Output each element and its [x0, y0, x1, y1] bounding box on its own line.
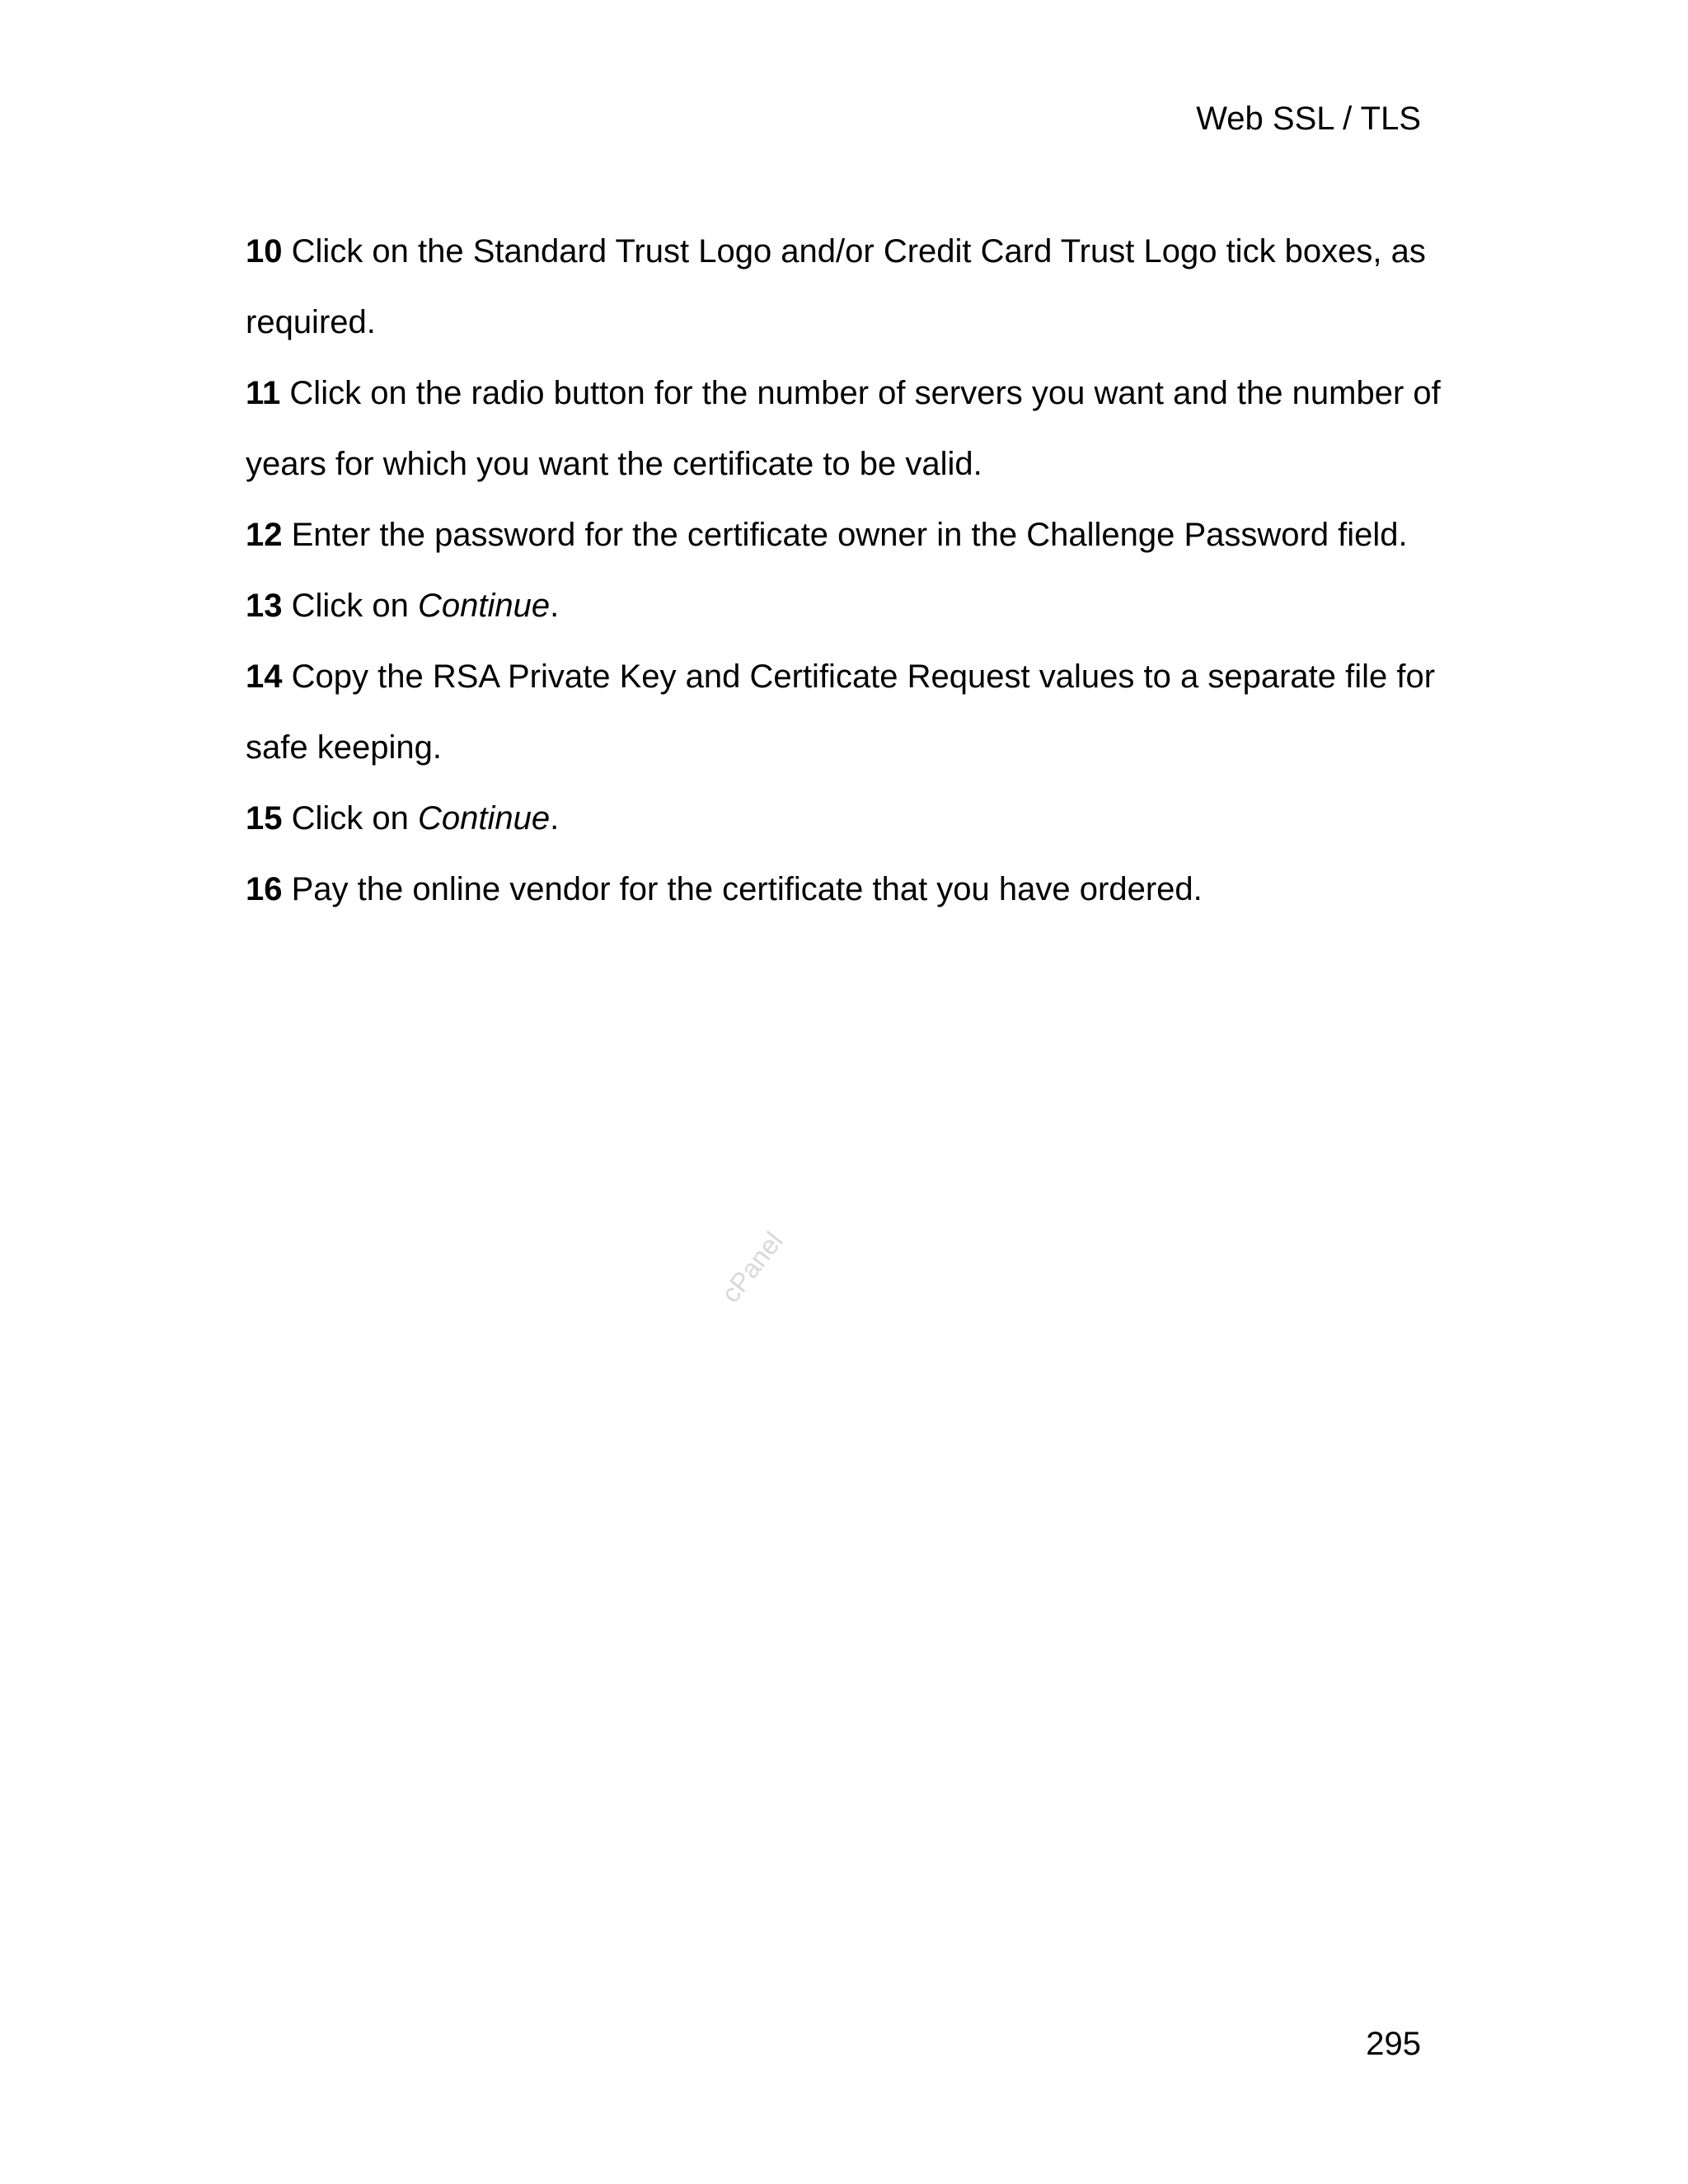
step-text: Copy the RSA Private Key and Certificate Request values to a separate file for safe keeping.	[246, 658, 1436, 766]
watermark: cPanel	[715, 1226, 789, 1309]
step-number: 16	[246, 871, 283, 907]
step-number: 14	[246, 658, 283, 695]
step-text-emphasis: Continue	[418, 800, 551, 837]
step-16	[246, 854, 1449, 925]
step-text: Pay the online vendor for the certificate that you have ordered.	[291, 871, 1203, 907]
step-text: Enter the password for the certificate owner in the Challenge Password field.	[291, 517, 1408, 553]
step-15	[246, 783, 1449, 854]
step-11	[246, 358, 1449, 499]
step-12	[246, 499, 1449, 570]
step-text-suffix: .	[550, 588, 560, 624]
step-text-suffix: .	[550, 800, 560, 837]
step-text: Click on the Standard Trust Logo and/or Credit Card Trust Logo tick boxes, as required.	[246, 233, 1426, 340]
step-13	[246, 570, 1449, 641]
step-text: Click on the radio button for the number of servers you want and the number of years for which you want the certificate to be valid.	[246, 375, 1441, 482]
page-number: 295	[1366, 2026, 1421, 2062]
step-number: 10	[246, 233, 283, 269]
step-10	[246, 216, 1449, 358]
instruction-steps	[246, 216, 1449, 925]
step-text-emphasis: Continue	[418, 588, 551, 624]
step-text-prefix: Click on	[291, 800, 419, 837]
step-number: 15	[246, 800, 283, 837]
step-number: 11	[246, 375, 281, 411]
step-14	[246, 641, 1449, 783]
step-text-prefix: Click on	[291, 588, 419, 624]
running-header: Web SSL / TLS	[1196, 101, 1421, 137]
step-number: 12	[246, 517, 283, 553]
step-number: 13	[246, 588, 283, 624]
